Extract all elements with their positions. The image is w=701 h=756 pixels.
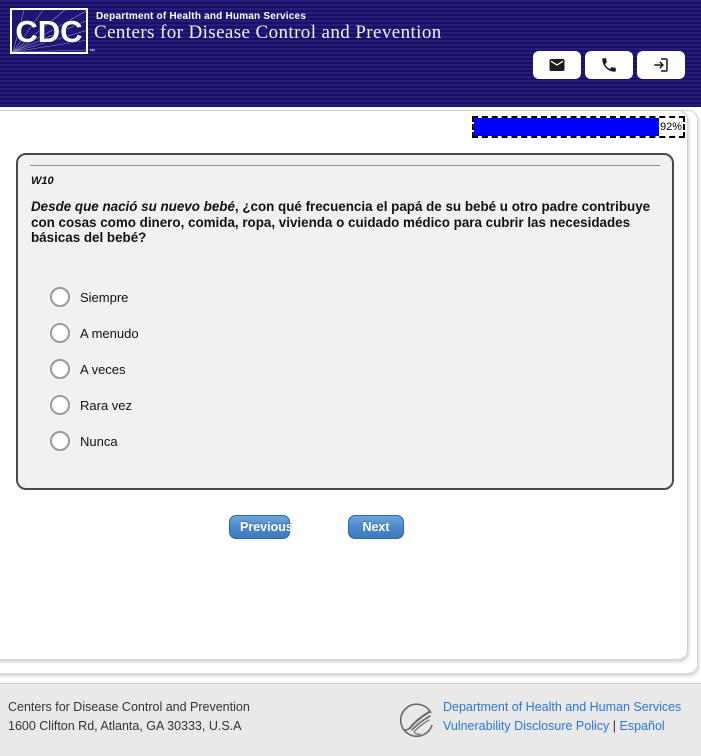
- option-label: A menudo: [80, 325, 139, 341]
- option-siempre[interactable]: [50, 287, 139, 307]
- hhs-link[interactable]: Department of Health and Human Services: [443, 700, 682, 714]
- radio-button-icon[interactable]: [50, 431, 70, 451]
- vulnerability-disclosure-link[interactable]: Vulnerability Disclosure Policy: [443, 719, 610, 733]
- progress-fill: [474, 118, 659, 136]
- option-label: Rara vez: [80, 397, 133, 413]
- footer-address: 1600 Clifton Rd, Atlanta, GA 30333, U.S.A: [8, 719, 242, 733]
- header-dept-text: Department of Health and Human Services: [96, 11, 307, 22]
- page-footer: [0, 683, 701, 756]
- option-label: Nunca: [80, 433, 118, 449]
- logout-button[interactable]: [637, 51, 685, 79]
- radio-button-icon[interactable]: [50, 323, 70, 343]
- email-icon: [548, 56, 566, 74]
- espanol-link[interactable]: Español: [619, 719, 665, 733]
- cdc-logo[interactable]: [10, 8, 88, 54]
- radio-button-icon[interactable]: [50, 359, 70, 379]
- survey-progress-bar: [472, 116, 685, 138]
- footer-org-name: Centers for Disease Control and Prevention: [8, 700, 250, 714]
- progress-percent-label: 92%: [659, 121, 682, 133]
- question-text-rest: , ¿con qué frecuencia el papá de su bebé u otro padre contribuye con cosas como dinero, comida, ropa, vivienda o cuidado médico para cubrir las necesidades básicas del bebé?: [31, 199, 651, 246]
- previous-button[interactable]: Previous: [229, 515, 290, 539]
- option-nunca[interactable]: [50, 431, 139, 451]
- radio-button-icon[interactable]: [50, 395, 70, 415]
- answer-options: [50, 287, 139, 467]
- link-separator: |: [612, 719, 617, 733]
- phone-icon: [600, 56, 618, 74]
- footer-links-block: [443, 698, 681, 736]
- radio-button-icon[interactable]: [50, 287, 70, 307]
- question-card: [16, 153, 674, 490]
- header-action-bar: [533, 51, 685, 79]
- cdc-logo-text: CDC: [15, 14, 83, 49]
- option-rara-vez[interactable]: [50, 395, 139, 415]
- question-text: [31, 199, 671, 246]
- next-button[interactable]: Next: [348, 515, 404, 539]
- option-a-menudo[interactable]: [50, 323, 139, 343]
- logout-icon: [652, 56, 670, 74]
- phone-button[interactable]: [585, 51, 633, 79]
- cdc-header-banner: [0, 0, 701, 107]
- option-a-veces[interactable]: [50, 359, 139, 379]
- option-label: A veces: [80, 361, 126, 377]
- card-top-rule: [30, 165, 660, 166]
- email-button[interactable]: [533, 51, 581, 79]
- footer-org-block: [8, 698, 250, 736]
- cdc-trademark: ™: [89, 49, 95, 55]
- header-agency-title: Centers for Disease Control and Prevention: [94, 22, 442, 43]
- option-label: Siempre: [80, 289, 129, 305]
- question-id: W10: [31, 175, 54, 187]
- question-text-italic: Desde que nació su nuevo bebé: [31, 199, 235, 214]
- hhs-logo-icon: [398, 701, 436, 739]
